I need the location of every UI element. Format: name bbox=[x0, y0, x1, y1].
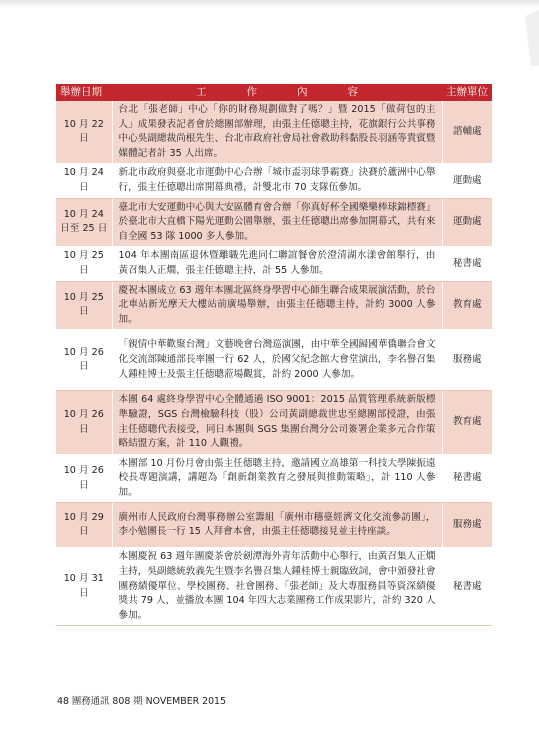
row-unit: 秘書處 bbox=[442, 548, 492, 626]
row-unit: 服務處 bbox=[442, 330, 492, 391]
row-unit: 服務處 bbox=[442, 503, 492, 548]
row-date: 10 月 24 日 bbox=[56, 164, 112, 198]
events-table bbox=[56, 84, 492, 626]
page-footer: 48 團務通訊 808 期 NOVEMBER 2015 bbox=[57, 696, 226, 707]
row-date: 10 月 31 日 bbox=[56, 548, 112, 626]
table-row bbox=[56, 247, 492, 281]
row-date: 10 月 29 日 bbox=[56, 503, 112, 548]
top-rule bbox=[0, 0, 539, 8]
row-content: 新北市政府與臺北市運動中心合辦「城市盃羽球爭霸賽」決賽於蘆洲中心舉行，張主任德聰出席開幕典禮，計雙北市 70 支隊伍參加。 bbox=[112, 164, 442, 198]
row-unit: 運動處 bbox=[442, 164, 492, 198]
header-date: 舉辦日期 bbox=[56, 84, 112, 101]
row-content: 臺北市大安運動中心與大安區體育會合辦「你真好杯全國樂樂棒球錦標賽」於臺北市大直橋下陽光運動公園舉辦，張主任德聰出席參加開幕式，共有來自全國 53 隊 1000 多人參加。 bbox=[112, 198, 442, 247]
row-date: 10 月 26 日 bbox=[56, 391, 112, 454]
row-unit: 秘書處 bbox=[442, 247, 492, 281]
table-row bbox=[56, 198, 492, 247]
table-row bbox=[56, 101, 492, 164]
row-unit: 運動處 bbox=[442, 198, 492, 247]
corner-decoration bbox=[495, 10, 539, 66]
row-unit: 諮輔處 bbox=[442, 101, 492, 164]
table-row bbox=[56, 454, 492, 503]
row-date: 10 月 26 日 bbox=[56, 454, 112, 503]
row-content: 本團 64 處終身學習中心全體通過 ISO 9001：2015 品質管理系統新版標準驗證，SGS 台灣檢驗科技（股）公司黃副總裁世忠至總團部授證，由張主任德聰代表接受，同日本團與 SGS 集團台灣分公司簽署企業多元合作策略結盟方案，計 110 人觀禮。 bbox=[112, 391, 442, 454]
row-date: 10 月 26 日 bbox=[56, 330, 112, 391]
table-row bbox=[56, 548, 492, 626]
row-unit: 教育處 bbox=[442, 281, 492, 330]
row-content: 本團慶祝 63 週年團慶茶會於劍潭海外青年活動中心舉行，由黃召集人正燗主持，吳副總統敦義先生暨李名譽召集人鍾桂博士親臨致詞，會中頒發社會團務績優單位、學校團務、社會團務、「張老師」及大專服務員等資深績優獎共 79 人，並播放本團 104 年四大志業團務工作成果影片，計約 320 人參加。 bbox=[112, 548, 442, 626]
table-header-row bbox=[56, 84, 492, 101]
row-content: 慶祝本團成立 63 週年本團北區終身學習中心師生聯合成果展演活動，於台北車站新光摩天大樓站前廣場舉辦，由張主任德聰主持，計約 3000 人參加。 bbox=[112, 281, 442, 330]
row-date: 10 月 25 日 bbox=[56, 281, 112, 330]
row-date: 10 月 25 日 bbox=[56, 247, 112, 281]
row-content: 廣州市人民政府台灣事務辦公室籌組「廣州市穗臺經濟文化交流參訪團」，李小勉團長一行 15 人拜會本會，由張主任德聰接見並主持座談。 bbox=[112, 503, 442, 548]
row-content: 104 年本團南區退休暨離職先進同仁聯誼餐會於澄清湖水漾會館舉行，由黃召集人正燗、張主任德聰主持，計 55 人參加。 bbox=[112, 247, 442, 281]
table-row bbox=[56, 164, 492, 198]
row-date: 10 月 24 日至 25 日 bbox=[56, 198, 112, 247]
header-content: 工作內容 bbox=[112, 84, 442, 101]
header-unit: 主辦單位 bbox=[442, 84, 492, 101]
table-row bbox=[56, 330, 492, 391]
row-unit: 秘書處 bbox=[442, 454, 492, 503]
row-date: 10 月 22 日 bbox=[56, 101, 112, 164]
table-row bbox=[56, 503, 492, 548]
row-content: 台北「張老師」中心「你的財務規劃做對了嗎？」暨 2015「做荷包的主人」成果發表記者會於總團部辦理，由張主任德聰主持，花旗銀行公共事務中心吳副總裁尚根先生、台北市政府社會局社會救助科黏股長羽涵等貴賓暨媒體記者計 35 人出席。 bbox=[112, 101, 442, 164]
row-unit: 教育處 bbox=[442, 391, 492, 454]
row-content: 本團部 10 月份月會由張主任德聰主持，邀請國立高雄第一科技大學陳振遠校長專題演講，講題為「創新創業教育之發展與推動策略」，計 110 人參加。 bbox=[112, 454, 442, 503]
row-content: 「親情中華歡聚台灣」文藝晚會台灣巡演團，由中華全國歸國華僑聯合會文化交流部陳通部長率團一行 62 人，於國父紀念館大會堂演出，李名譽召集人鍾桂博士及張主任德聰蒞場觀賞，計約 2000 人參加。 bbox=[112, 330, 442, 391]
table-row bbox=[56, 391, 492, 454]
table-row bbox=[56, 281, 492, 330]
